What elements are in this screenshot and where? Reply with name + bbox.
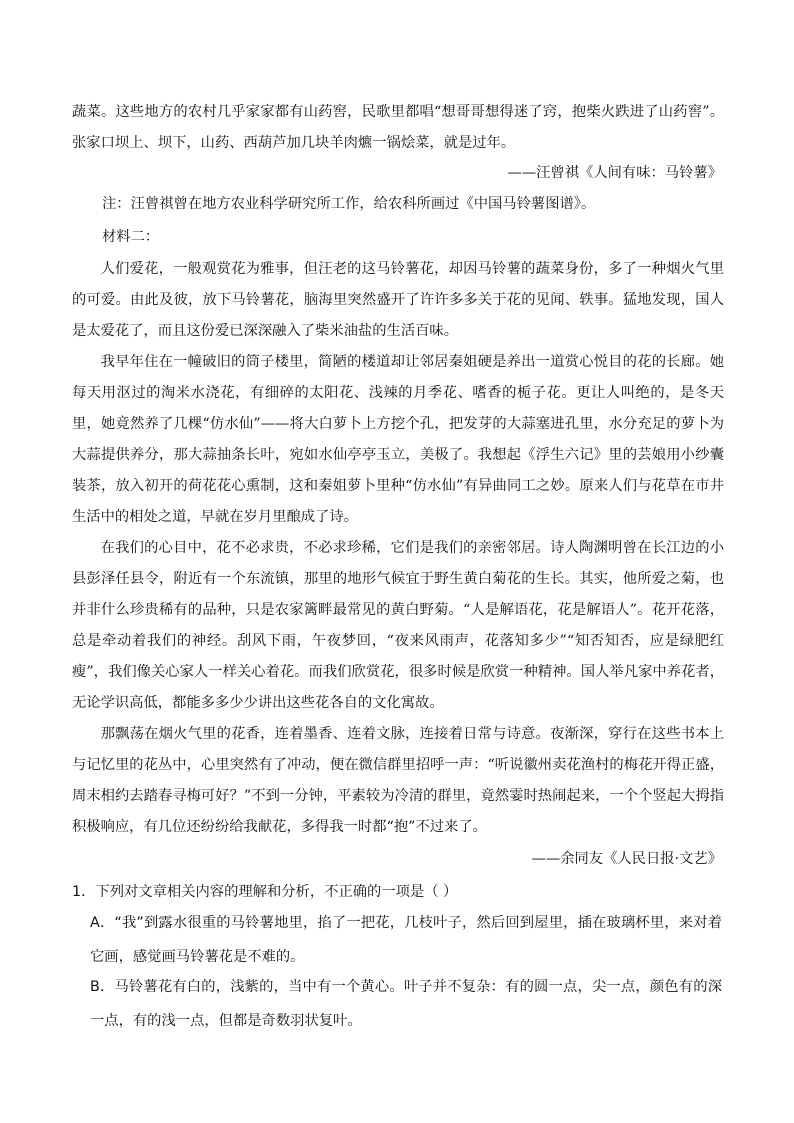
option-b[interactable]: B．马铃薯花有白的，浅紫的，当中有一个黄心。叶子并不复杂：有的圆一点，尖一点，颜色有的深一点，有的浅一点，但都是奇数羽状复叶。	[90, 979, 722, 1029]
material2-paragraph-3: 在我们的心目中，花不必求贵，不必求珍稀，它们是我们的亲密邻居。诗人陶渊明曾在长江边的小县彭泽任县令，附近有一个东流镇，那里的地形气候宜于野生黄白菊花的生长。其实，他所爱之菊，也并非什么珍贵稀有的品种，只是农家篱畔最常见的黄白野菊。“人是解语花，花是解语人”。花开花落，总是牵动着我们的神经。刮风下雨，午夜梦回，“夜来风雨声，花落知多少”“知否知否，应是绿肥红瘦”，我们像关心家人一样关心着花。而我们欣赏花，很多时候是欣赏一种精神。国人举凡家中养花者，无论学识高低，都能多多少少讲出这些花各自的文化寓故。	[72, 540, 724, 711]
material2-paragraph-2: 我早年住在一幢破旧的筒子楼里，简陋的楼道却让邻居秦姐硬是养出一道赏心悦目的花的长廊。她每天用沤过的淘米水浇花，有细碎的太阳花、浅辣的月季花、嗜香的栀子花。更让人叫绝的，是冬天里，她竟然养了几棵“仿水仙”——将大白萝卜上方挖个孔，把发芽的大蒜塞进孔里，水分充足的萝卜为大蒜提供养分，那大蒜抽条长叶，宛如水仙亭亭玉立，美极了。我想起《浮生六记》里的芸娘用小纱囊装茶，放入初开的荷花花心熏制，这和秦姐萝卜里种“仿水仙”有异曲同工之妙。原来人们与花草在市井生活中的相处之道，早就在岁月里酿成了诗。	[72, 354, 724, 525]
material1-source: ——汪曾祺《人间有味：马铃薯》	[507, 165, 722, 181]
material2-heading: 材料二：	[102, 229, 160, 245]
material1-note: 注：汪曾祺曾在地方农业科学研究所工作，给农科所画过《中国马铃薯图谱》。	[102, 196, 596, 212]
material2-paragraph-4: 那飘荡在烟火气里的花香，连着墨香、连着文脉，连接着日常与诗意。夜渐深，穿行在这些书本上与记忆里的花丛中，心里突然有了冲动，便在微信群里招呼一声：“听说徽州卖花渔村的梅花开得正盛，周末相约去踏春寻梅可好？”不到一分钟，平素较为冷清的群里，竟然霎时热闹起来，一个个竖起大拇指积极响应，有几位还纷纷给我献花，多得我一时都“抱”不过来了。	[72, 726, 724, 835]
material1-tail-paragraph: 蔬菜。这些地方的农村几乎家家都有山药窖，民歌里都唱“想哥哥想得迷了窍，抱柴火跌进了山药窖”。张家口坝上、坝下，山药、西葫芦加几块羊肉爊一锅烩菜，就是过年。	[72, 104, 724, 151]
material2-paragraph-1: 人们爱花，一般观赏花为雅事，但汪老的这马铃薯花，却因马铃薯的蔬菜身份，多了一种烟火气里的可爱。由此及彼，放下马铃薯花，脑海里突然盛开了许许多多关于花的见闻、轶事。猛地发现，国人是太爱花了，而且这份爱已深深融入了柴米油盐的生活百味。	[72, 261, 724, 339]
option-a[interactable]: A．“我”到露水很重的马铃薯地里，掐了一把花，几枝叶子，然后回到屋里，插在玻璃杯里，来对着它画，感觉画马铃薯花是不难的。	[90, 915, 722, 965]
material2-source: ——余同友《人民日报·文艺》	[531, 851, 722, 867]
question-stem: 1．下列对文章相关内容的理解和分析，不正确的一项是（ ）	[72, 884, 458, 900]
